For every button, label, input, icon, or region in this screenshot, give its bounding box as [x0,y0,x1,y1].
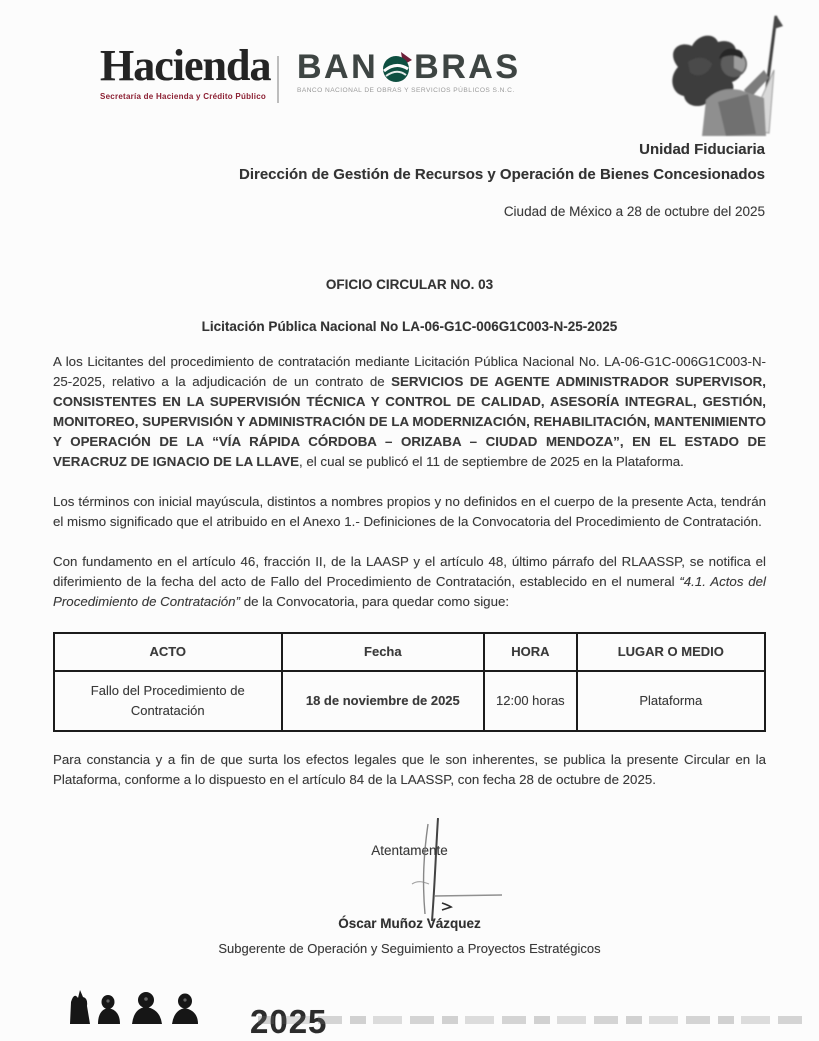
acts-schedule-table [53,632,766,732]
dateline: Ciudad de México a 28 de octubre del 2025 [503,204,765,219]
banobras-o-logo-icon [379,50,413,84]
paragraph-3-text: Con fundamento en el artículo 46, fracción II, de la LAASP y el artículo 48, último párrafo del RLAASSP, se notifica el diferimiento de la fecha del acto de Fallo del Procedimiento de Contratación, establecido en el numeral [53,554,766,589]
paragraph-2: Los términos con inicial mayúscula, distintos a nombres propios y no definidos en el cuerpo de la presente Acta, tendrán el mismo significado que el atribuido en el Anexo 1.- Definiciones de la Convocatoria del Procedimiento de Contratación. [53,494,766,529]
hacienda-wordmark: Hacienda [100,41,271,90]
banobras-wordmark-part1: BAN [297,48,379,86]
paragraph-1-text: A los Licitantes del procedimiento de contratación mediante Licitación Pública Nacional No. LA-06-G1C-006G1C003-N-25-2025, relativo a la adjudicación de un contrato de [53,354,766,389]
letterhead-direction: Dirección de Gestión de Recursos y Operación de Bienes Concesionados [239,166,765,183]
paragraph-1-bold-text: SERVICIOS DE AGENTE ADMINISTRADOR SUPERVISOR, CONSISTENTES EN LA SUPERVISIÓN TÉCNICA Y CONTROL DE CALIDAD, ASESORÍA INTEGRAL, GESTIÓN, MONITOREO, SUPERVISIÓN Y ADMINISTRACIÓN DE LA MODERNIZACIÓN, REHABILITACIÓN, MANTENIMIENTO Y OPERACIÓN DE LA “VÍA RÁPIDA CÓRDOBA – ORIZABA – CIUDAD MENDOZA”, EN EL ESTADO DE VERACRUZ DE IGNACIO DE LA LLAVE [53,374,766,469]
table-header-acto: ACTO [54,633,282,671]
table-row [54,671,765,731]
letterhead-unit: Unidad Fiduciaria [639,141,765,158]
table-header-row [54,633,765,671]
signer-role: Subgerente de Operación y Seguimiento a Proyectos Estratégicos [218,941,601,956]
document-subtitle: Licitación Pública Nacional No LA-06-G1C-006G1C003-N-25-2025 [201,319,618,334]
banobras-logo [297,50,521,94]
paragraph-4: Para constancia y a fin de que surta los efectos legales que le son inherentes, se publica la presente Circular en la Plataforma, conforme a lo dispuesto en el artículo 84 de la LAASSP, con fecha 28 de octubre de 2025. [53,752,766,787]
table-header-lugar: LUGAR O MEDIO [577,633,765,671]
signer-name: Óscar Muñoz Vázquez [338,916,481,931]
handwritten-signature [372,818,542,928]
historical-figures-emblem [68,990,238,1024]
paragraph-1 [53,352,766,472]
banobras-subtitle: BANCO NACIONAL DE OBRAS Y SERVICIOS PÚBLICOS S.N.C. [297,87,515,94]
paragraph-3-closing-text: de la Convocatoria, para quedar como sigue: [240,594,510,609]
banobras-wordmark [297,50,521,84]
salutation: Atentamente [371,843,448,858]
footer-year: 2025 [250,1003,328,1040]
table-header-hora: HORA [484,633,576,671]
letterhead [239,137,765,187]
paragraph-1-closing-text: , el cual se publicó el 11 de septiembre de 2025 en la Plataforma. [299,454,684,469]
table-cell-acto: Fallo del Procedimiento de Contratación [54,671,282,731]
footer-address-clipped [258,1016,809,1024]
table-cell-fecha: 18 de noviembre de 2025 [282,671,485,731]
banobras-wordmark-part2: BRAS [414,48,521,86]
woman-with-flag-emblem [648,12,808,137]
paragraph-3 [53,552,766,612]
table-header-fecha: Fecha [282,633,485,671]
document-body [53,352,766,810]
logo-divider [277,56,279,103]
hacienda-logo [100,41,271,101]
table-cell-lugar: Plataforma [577,671,765,731]
document-title: OFICIO CIRCULAR NO. 03 [325,277,494,292]
hacienda-subtitle: Secretaría de Hacienda y Crédito Público [100,92,267,101]
paragraph-3-italic-text: “4.1. Actos del Procedimiento de Contratación” [53,574,766,609]
table-cell-hora: 12:00 horas [484,671,576,731]
